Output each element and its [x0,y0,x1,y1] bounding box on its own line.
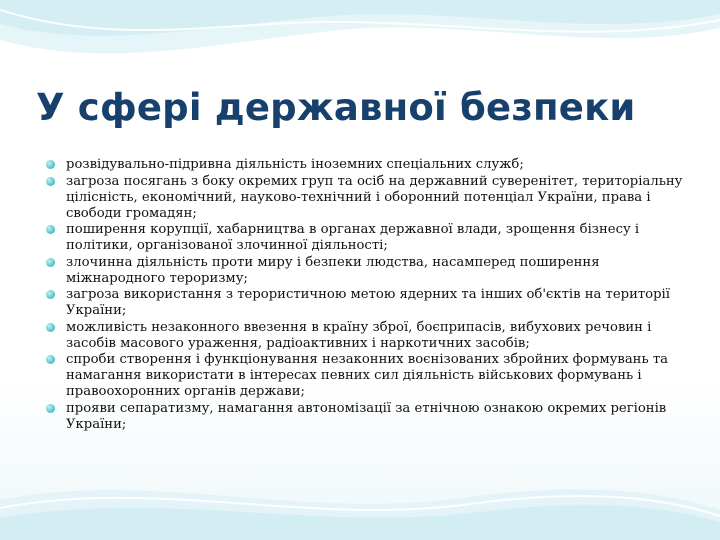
list-item [44,222,684,254]
list-item-text: можливість незаконного ввезення в країну зброї, боєприпасів, вибухових речовин і засобів масового ураження, радіоактивних і наркотичних засобів; [66,319,652,351]
list-item-text: спроби створення і функціонування незаконних воєнізованих збройних формувань та намагання використати в інтересах певних сил діяльність військових формувань і правоохоронних органів держави; [66,352,668,399]
list-item [44,401,684,433]
page-title: У сфері державної безпеки [36,86,636,129]
list-item [44,255,684,287]
bullet-icon [46,290,55,299]
list-item [44,352,684,400]
bullet-icon [46,160,55,169]
list-item [44,287,684,319]
list-item-text: загроза посягань з боку окремих груп та осіб на державний суверенітет, територіальну цілісність, економічний, науково-технічний і оборонний потенціал України, права і свободи громадян; [66,173,683,221]
list-item-text: поширення корупції, хабарництва в органах державної влади, зрощення бізнесу і політики, організованої злочинної діяльності; [66,222,640,253]
bullet-icon [46,225,55,234]
bullet-icon [46,355,55,364]
list-item [44,174,684,222]
bullet-icon [46,258,55,267]
bottom-wave-decoration [0,460,720,540]
bullet-icon [46,323,55,332]
bullet-icon [46,177,55,186]
list-item-text: прояви сепаратизму, намагання автономізації за етнічною ознакою окремих регіонів України; [66,400,667,432]
list-item [44,320,684,352]
list-item-text: загроза використання з терористичною метою ядерних та інших об'єктів на території України; [66,287,670,318]
list-item-text: розвідувально-підривна діяльність іноземних спеціальних служб; [66,157,524,172]
top-wave-decoration [0,0,720,82]
list-item [44,157,684,173]
list-item-text: злочинна діяльність проти миру і безпеки людства, насамперед поширення міжнародного тероризму; [66,254,600,286]
bullet-list [44,157,684,433]
bullet-icon [46,404,55,413]
